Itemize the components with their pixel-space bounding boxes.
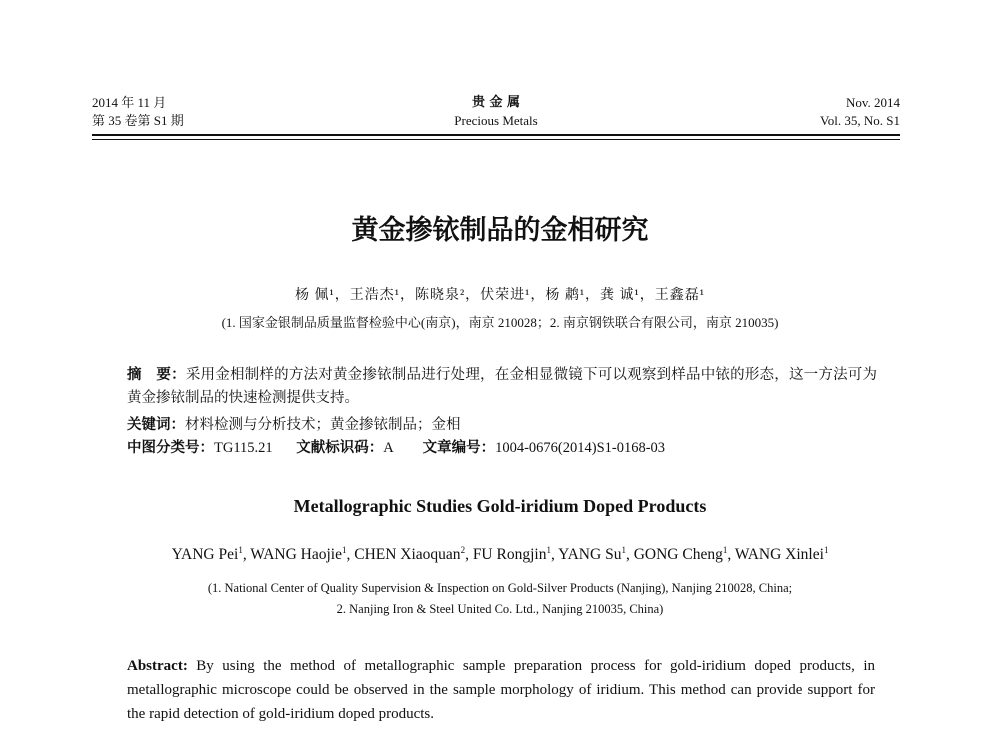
- header-center: [92, 94, 900, 130]
- authors-en: YANG Pei$^1$, WANG Haojie$^1$, CHEN Xiaoquan$^2$, FU Rongjin$^1$, YANG Su$^1$, GONG Cheng$^1$, WANG Xinlei$^1$: [171, 545, 829, 564]
- header-journal-cn: 贵 金 属: [471, 95, 521, 110]
- abstract-en-text: By using the method of metallographic sample preparation process for gold-iridium doped products, in metallographic microscope could be observed in the sample morphology of iridium. This method can provide support for the rapid detection of gold-iridium doped products.: [127, 658, 875, 722]
- keywords-cn-text: 材料检测与分析技术；黄金掺铱制品；金相: [185, 417, 461, 433]
- clc-label: 中图分类号：: [127, 440, 214, 456]
- doc-code-value: A: [383, 440, 393, 456]
- header-date-cn: 2014 年 11 月: [92, 95, 167, 110]
- author-en: WANG Xinlei$^1$: [734, 545, 829, 564]
- paper-title-cn: 黄金掺铱制品的金相研究: [351, 215, 649, 246]
- clc-value: TG115.21: [214, 440, 273, 456]
- author-en: YANG Pei$^1$: [171, 545, 243, 564]
- affiliation-en-line2: 2. Nanjing Iron & Steel United Co. Ltd., Nanjing 210035, China): [336, 602, 664, 616]
- paper-title-en: Metallographic Studies Gold-iridium Doped Products: [293, 496, 707, 516]
- header-volume-cn: 第 35 卷第 S1 期: [92, 113, 184, 128]
- header-journal-en: Precious Metals: [454, 113, 538, 128]
- header-rule-thin: [92, 139, 900, 140]
- author-en: CHEN Xiaoquan$^2$: [354, 545, 466, 564]
- abstract-en-label: Abstract:: [127, 658, 188, 674]
- affiliations-cn: (1. 国家金银制品质量监督检验中心(南京)，南京 210028；2. 南京钢铁联合有限公司，南京 210035): [221, 315, 779, 330]
- header-rule-thick: [92, 134, 900, 136]
- running-header: [92, 94, 900, 134]
- abstract-cn-label: 摘 要：: [127, 367, 186, 383]
- author-en: GONG Cheng$^1$: [633, 545, 728, 564]
- affiliations-en: [0, 578, 1000, 620]
- article-number-value: 1004-0676(2014)S1-0168-03: [495, 440, 666, 456]
- author-en: YANG Su$^1$: [558, 545, 626, 564]
- affiliation-en-line1: (1. National Center of Quality Supervision & Inspection on Gold-Silver Products (Nanjing), Nanjing 210028, China;: [207, 581, 793, 595]
- doc-code-label: 文献标识码：: [296, 440, 384, 456]
- author-en: FU Rongjin$^1$: [472, 545, 551, 564]
- header-right: [820, 94, 900, 130]
- classification-line: [127, 437, 877, 460]
- abstract-en: [127, 654, 875, 726]
- article-number-label: 文章编号：: [422, 440, 496, 456]
- author-en: WANG Haojie$^1$: [250, 545, 347, 564]
- keywords-cn-label: 关键词：: [127, 417, 185, 433]
- header-volume-en: Vol. 35, No. S1: [820, 113, 900, 128]
- abstract-cn: [127, 364, 877, 410]
- keywords-cn: [127, 414, 877, 437]
- authors-cn: 杨 佩¹，王浩杰¹，陈晓泉²，伏荣进¹，杨 鹔¹，龚 诚¹，王鑫磊¹: [295, 288, 705, 303]
- header-date-en: Nov. 2014: [845, 95, 900, 110]
- abstract-cn-text: 采用金相制样的方法对黄金掺铱制品进行处理，在金相显微镜下可以观察到样品中铱的形态，这一方法可为黄金掺铱制品的快速检测提供支持。: [127, 367, 877, 406]
